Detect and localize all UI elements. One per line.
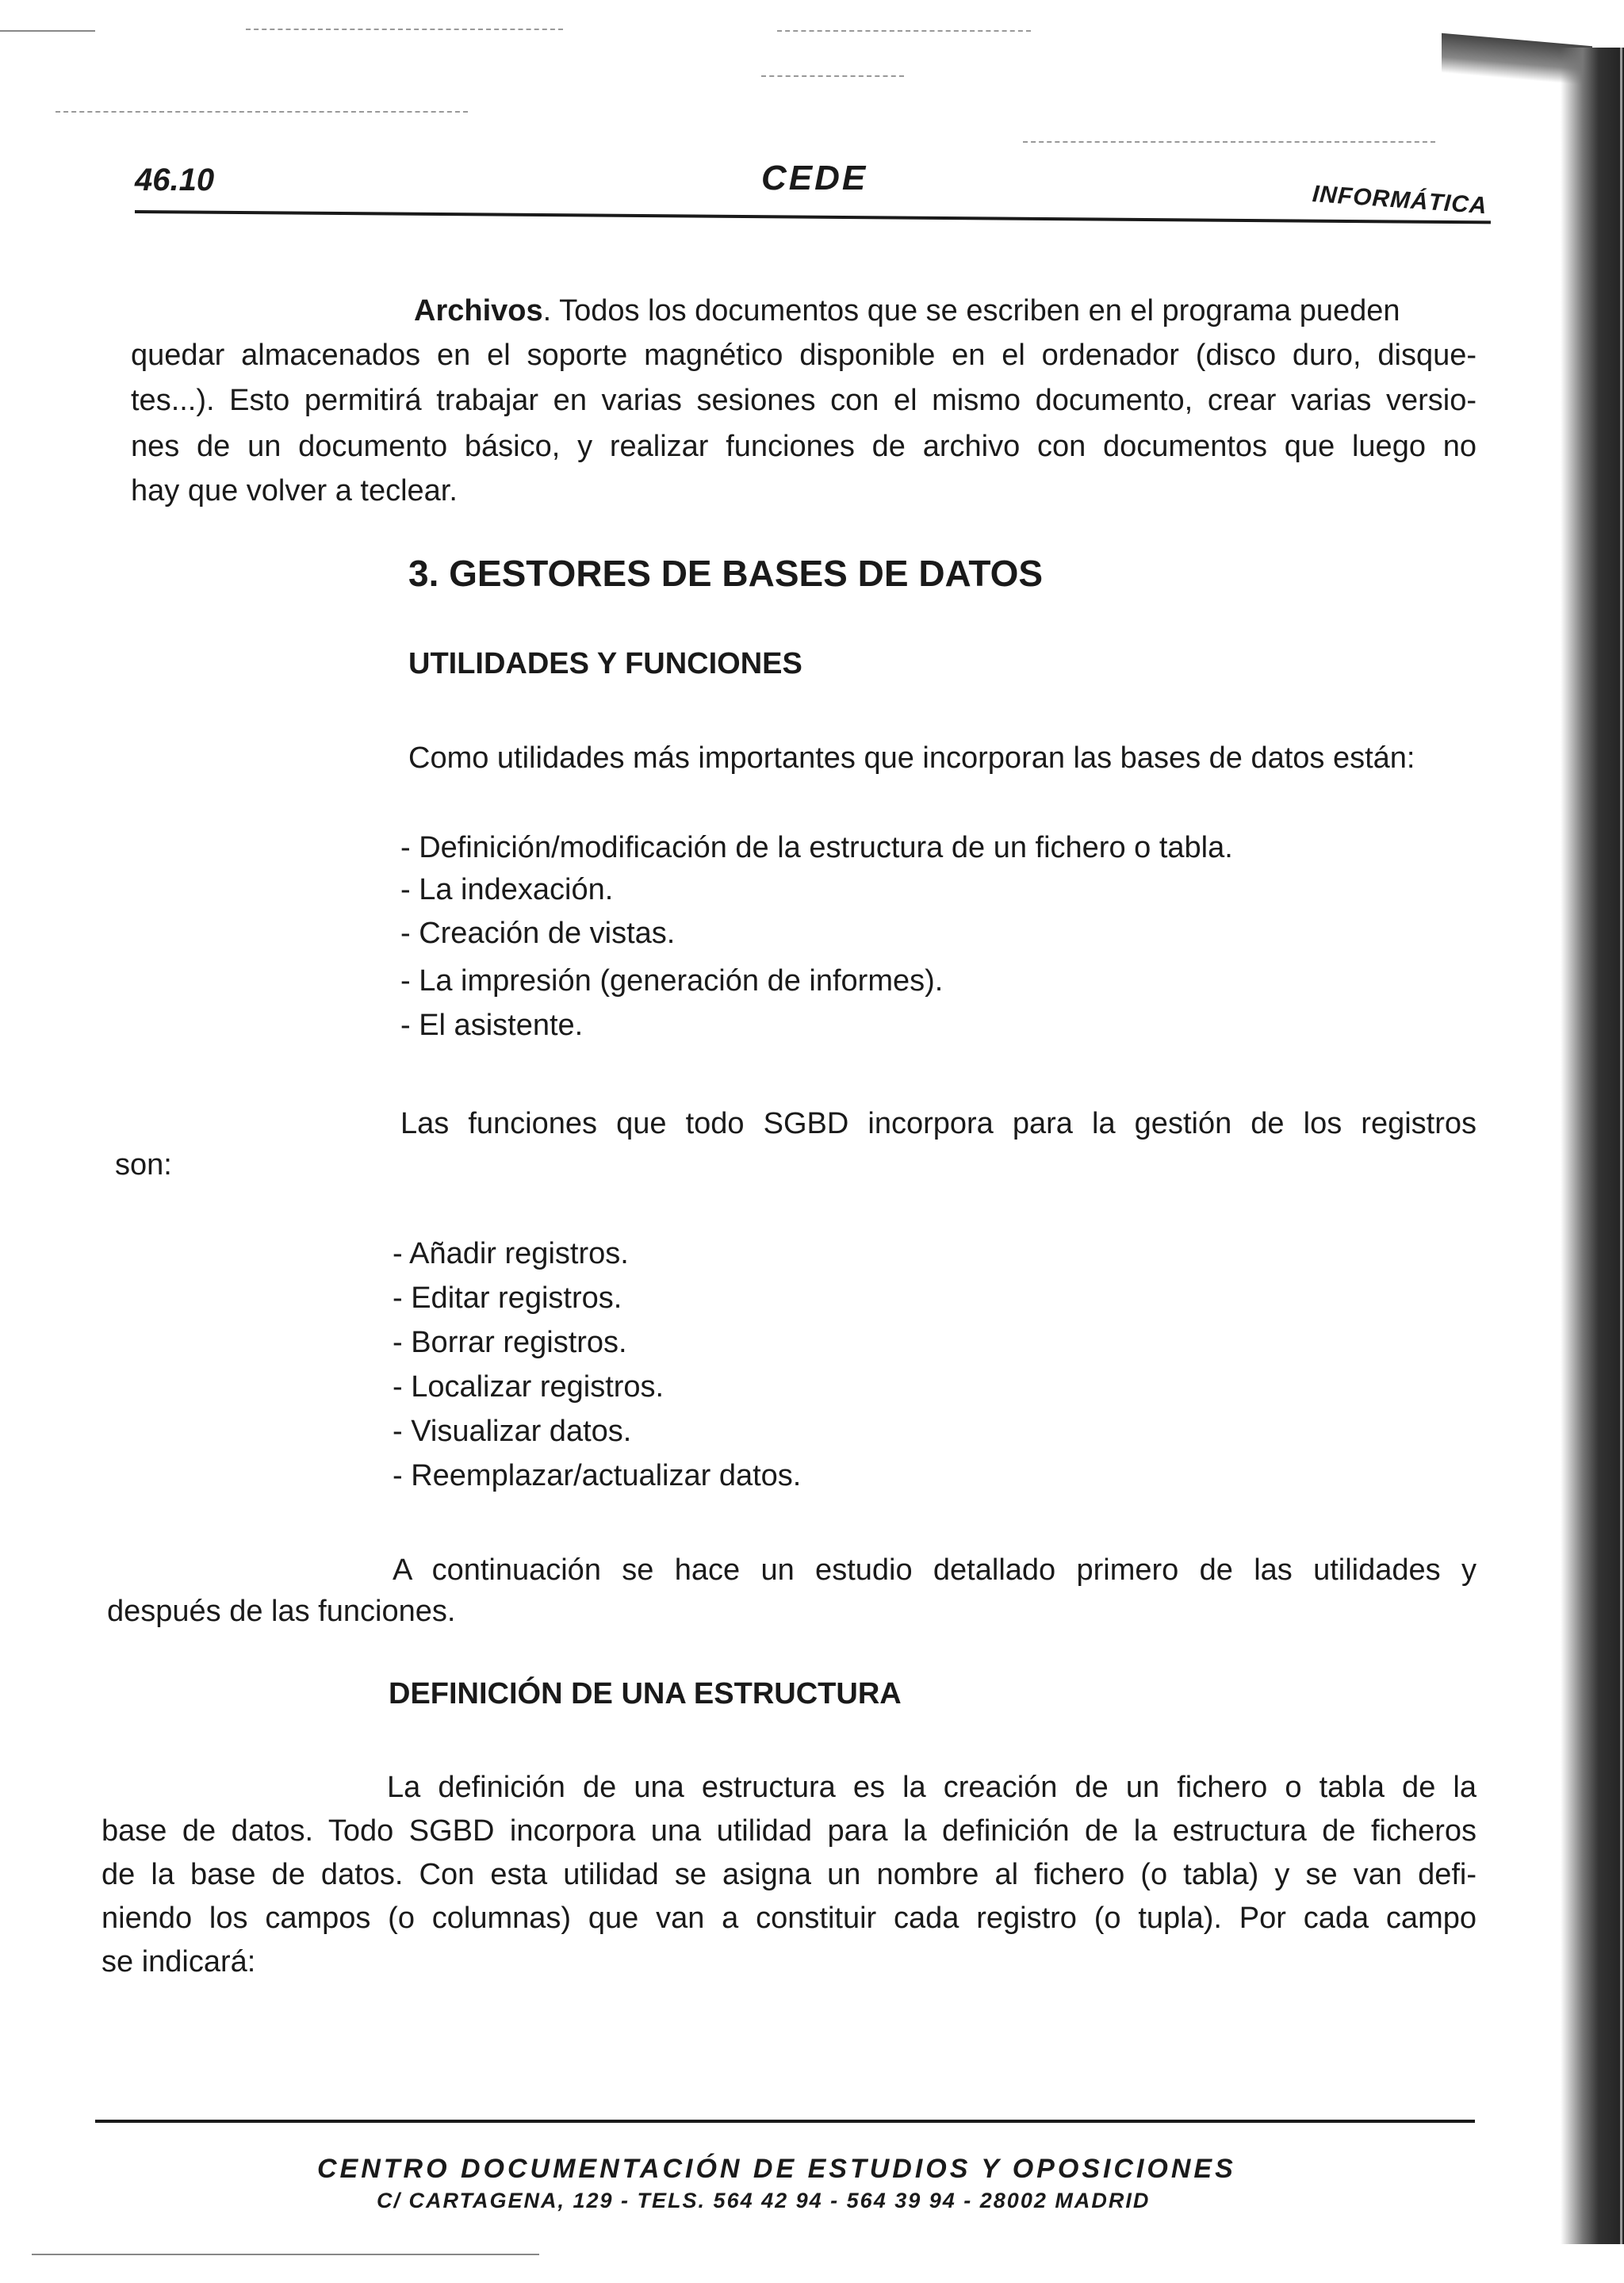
list-item: - Localizar registros. xyxy=(393,1370,665,1404)
scan-artifact-line xyxy=(777,30,1031,32)
utilities-intro: Como utilidades más importantes que incorporan las bases de datos están: xyxy=(408,741,1415,775)
list-item: - La indexación. xyxy=(400,873,614,906)
list-item: - El asistente. xyxy=(400,1009,584,1042)
paragraph-line: hay que volver a teclear. xyxy=(131,474,458,508)
paragraph-line: de la base de datos. Con esta utilidad se asigna un nombre al fichero (o tabla) y se van defi- xyxy=(102,1858,1477,1891)
scan-edge-line xyxy=(1620,48,1622,2244)
scan-artifact-line xyxy=(761,75,904,77)
list-item: - Definición/modificación de la estructura de un fichero o tabla. xyxy=(400,831,1233,864)
scan-artifact-line xyxy=(32,2254,539,2255)
paragraph-line: Todos los documentos que se escriben en el programa pueden xyxy=(559,294,1400,328)
archivos-label: Archivos xyxy=(414,294,543,328)
header-rule xyxy=(135,210,1491,224)
paragraph-line: La definición de una estructura es la creación de un fichero o tabla de la xyxy=(387,1771,1477,1804)
paragraph-line: quedar almacenados en el soporte magnético disponible en el ordenador (disco duro, disque- xyxy=(131,339,1477,372)
paragraph-line: base de datos. Todo SGBD incorpora una utilidad para la definición de la estructura de ficheros xyxy=(102,1814,1477,1848)
scan-artifact-line xyxy=(1023,141,1435,143)
list-item: - Creación de vistas. xyxy=(400,917,676,950)
footer-rule xyxy=(95,2120,1475,2123)
section-heading: 3. GESTORES DE BASES DE DATOS xyxy=(408,553,1044,594)
continuation-paragraph: después de las funciones. xyxy=(107,1595,456,1628)
scan-artifact-line xyxy=(246,29,563,30)
list-item: - Visualizar datos. xyxy=(393,1415,632,1448)
scan-artifact-line xyxy=(0,30,95,32)
list-item: - La impresión (generación de informes). xyxy=(400,964,944,998)
functions-intro: Las funciones que todo SGBD incorpora para la gestión de los registros xyxy=(400,1107,1477,1140)
subsection-heading: UTILIDADES Y FUNCIONES xyxy=(408,647,802,680)
footer-address: C/ CARTAGENA, 129 - TELS. 564 42 94 - 564 39 94 - 28002 MADRID xyxy=(377,2189,1151,2212)
footer-organization: CENTRO DOCUMENTACIÓN DE ESTUDIOS Y OPOSICIONES xyxy=(317,2154,1236,2184)
list-item: - Editar registros. xyxy=(393,1281,622,1315)
list-item: - Añadir registros. xyxy=(393,1237,629,1270)
archivos-paragraph: Archivos. Todos los documentos que se escriben en el programa pueden xyxy=(414,294,1400,328)
paragraph-line: se indicará: xyxy=(102,1945,256,1978)
continuation-paragraph: A continuación se hace un estudio detallado primero de las utilidades y xyxy=(393,1553,1477,1587)
subsection-heading: DEFINICIÓN DE UNA ESTRUCTURA xyxy=(389,1677,902,1710)
section-name: INFORMÁTICA xyxy=(1311,181,1488,220)
functions-intro: son: xyxy=(115,1148,172,1182)
scan-edge-shadow xyxy=(1561,48,1624,2244)
paragraph-line: nes de un documento básico, y realizar funciones de archivo con documentos que luego no xyxy=(131,430,1477,463)
page-number: 46.10 xyxy=(135,163,215,197)
publisher-name: CEDE xyxy=(761,159,868,197)
scan-artifact-line xyxy=(56,111,468,113)
list-item: - Reemplazar/actualizar datos. xyxy=(393,1459,802,1492)
paragraph-line: tes...). Esto permitirá trabajar en varias sesiones con el mismo documento, crear varias versio- xyxy=(131,384,1477,417)
paragraph-line: niendo los campos (o columnas) que van a constituir cada registro (o tupla). Por cada campo xyxy=(102,1902,1477,1935)
list-item: - Borrar registros. xyxy=(393,1326,627,1359)
